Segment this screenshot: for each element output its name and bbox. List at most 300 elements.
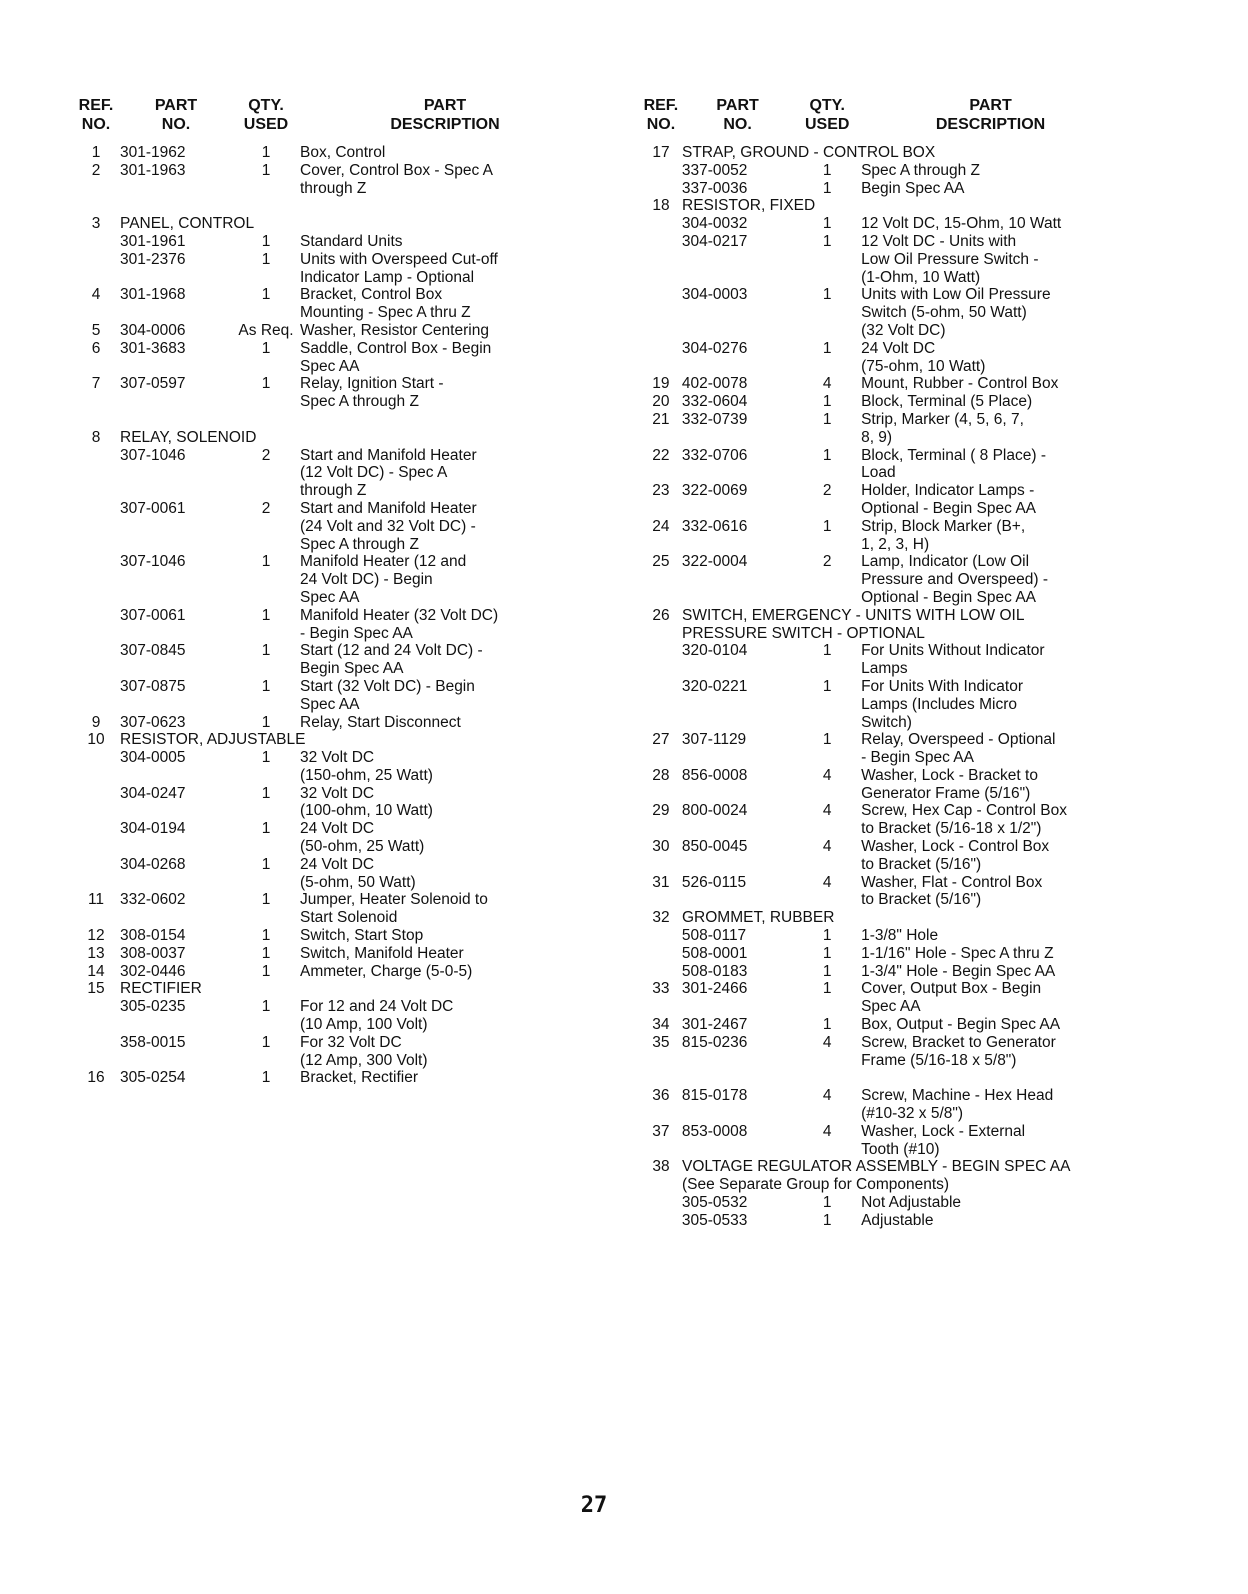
ref-no: 30 xyxy=(652,838,670,856)
ref-no: 10 xyxy=(87,731,105,749)
ref-no xyxy=(72,251,120,287)
table-row xyxy=(72,340,592,376)
parts-table-right xyxy=(640,96,1120,1230)
table-row xyxy=(72,642,592,678)
table-row xyxy=(640,553,1120,606)
table-row xyxy=(72,678,592,714)
table-row xyxy=(640,838,1120,874)
qty-used: 1 xyxy=(261,927,271,945)
table-row xyxy=(72,607,592,643)
qty-used: 4 xyxy=(822,1087,832,1105)
ref-no: 27 xyxy=(652,731,670,749)
qty-used: 1 xyxy=(261,606,271,624)
table-row xyxy=(640,375,1120,393)
ref-no: 37 xyxy=(652,1122,670,1140)
table-row xyxy=(640,874,1120,910)
header-ref-no: REF. NO. xyxy=(78,97,114,133)
ref-no xyxy=(640,215,682,233)
table-row xyxy=(640,411,1120,447)
qty-used: 1 xyxy=(822,980,832,998)
part-no: 337-0052 xyxy=(681,161,748,179)
part-description: Box, Control xyxy=(300,144,386,161)
part-description: Washer, Lock - Bracket to Generator Frame (5/16") xyxy=(861,766,1038,802)
part-no: 307-0061 xyxy=(120,499,186,517)
part-description: 24 Volt DC (5-ohm, 50 Watt) xyxy=(300,855,416,891)
part-no: 332-0604 xyxy=(681,393,748,411)
part-description: Screw, Hex Cap - Control Box to Bracket (5/16-18 x 1/2") xyxy=(861,802,1067,838)
part-no: 322-0004 xyxy=(681,553,748,571)
ref-no: 34 xyxy=(652,1016,670,1034)
qty-used: 1 xyxy=(822,393,832,411)
part-description: Start (32 Volt DC) - Begin Spec AA xyxy=(300,677,475,713)
part-description: Units with Low Oil Pressure Switch (5-ohm, 50 Watt) (32 Volt DC) xyxy=(861,286,1051,339)
ref-no: 29 xyxy=(652,802,670,820)
part-no: 308-0154 xyxy=(120,927,186,945)
table-row xyxy=(640,927,1120,945)
part-description: For 32 Volt DC (12 Amp, 300 Volt) xyxy=(300,1033,428,1069)
qty-used: 4 xyxy=(822,873,832,891)
qty-used: 1 xyxy=(822,962,832,980)
table-row xyxy=(72,144,592,162)
table-row xyxy=(640,802,1120,838)
ref-no xyxy=(640,180,682,198)
table-row xyxy=(72,322,592,340)
ref-no: 2 xyxy=(91,161,101,179)
qty-used: 2 xyxy=(261,499,271,517)
ref-no: 14 xyxy=(87,962,105,980)
part-description: Relay, Ignition Start - Spec A through Z xyxy=(300,375,444,411)
ref-no: 5 xyxy=(91,321,101,339)
part-description: Units with Overspeed Cut-off Indicator Lamp - Optional xyxy=(300,250,498,286)
table-row xyxy=(72,927,592,945)
ref-no xyxy=(640,340,682,376)
qty-used: 1 xyxy=(822,410,832,428)
table-row xyxy=(72,891,592,927)
ref-no: 25 xyxy=(652,553,670,571)
part-no: 320-0221 xyxy=(681,677,748,695)
table-row xyxy=(72,1069,592,1087)
part-description: Screw, Bracket to Generator Frame (5/16-18 x 5/8") xyxy=(861,1033,1056,1069)
part-description: 32 Volt DC (150-ohm, 25 Watt) xyxy=(300,749,433,784)
qty-used: 1 xyxy=(261,161,271,179)
part-no: 853-0008 xyxy=(681,1122,748,1140)
part-description: Start and Manifold Heater (24 Volt and 32 Volt DC) - Spec A through Z xyxy=(300,499,477,553)
header-qty-used: QTY. USED xyxy=(804,97,850,133)
part-description: 24 Volt DC (50-ohm, 25 Watt) xyxy=(300,820,425,856)
table-row xyxy=(72,963,592,981)
table-row xyxy=(640,482,1120,518)
qty-used: 1 xyxy=(822,944,832,962)
table-header xyxy=(640,96,1120,134)
part-description: Adjustable xyxy=(861,1211,934,1229)
table-row xyxy=(640,518,1120,554)
parts-table-left xyxy=(72,96,592,1087)
part-no: 301-1968 xyxy=(120,286,186,304)
ref-no xyxy=(640,233,682,286)
ref-no: 22 xyxy=(652,446,670,464)
section-title: SWITCH, EMERGENCY - UNITS WITH LOW OIL PRESSURE SWITCH - OPTIONAL xyxy=(682,606,1025,642)
qty-used: 4 xyxy=(822,375,832,393)
ref-no xyxy=(72,856,120,892)
part-description: Manifold Heater (12 and 24 Volt DC) - Begin Spec AA xyxy=(300,553,467,606)
part-no: 800-0024 xyxy=(681,802,748,820)
table-body xyxy=(640,144,1120,1230)
part-no: 307-0845 xyxy=(120,642,186,660)
qty-used: 1 xyxy=(261,1033,271,1051)
qty-used: 2 xyxy=(822,553,832,571)
ref-no: 7 xyxy=(91,375,101,393)
qty-used: 1 xyxy=(261,375,271,393)
ref-no xyxy=(72,233,120,251)
ref-no: 23 xyxy=(652,482,670,500)
row-spacer xyxy=(640,1069,1120,1087)
qty-used: 2 xyxy=(261,446,271,464)
table-row xyxy=(72,749,592,785)
part-no: 304-0032 xyxy=(681,215,748,233)
ref-no xyxy=(72,820,120,856)
part-no: 304-0276 xyxy=(681,339,748,357)
part-no: 526-0115 xyxy=(681,873,747,891)
part-description: Box, Output - Begin Spec AA xyxy=(861,1016,1061,1034)
section-row xyxy=(72,215,592,233)
part-no: 307-1046 xyxy=(120,553,186,571)
ref-no: 13 xyxy=(87,944,105,962)
qty-used: 1 xyxy=(822,161,832,179)
qty-used: 1 xyxy=(822,215,832,233)
ref-no xyxy=(72,785,120,821)
qty-used: 1 xyxy=(261,749,271,767)
part-description: Washer, Resistor Centering xyxy=(300,321,489,339)
qty-used: 1 xyxy=(261,962,271,980)
section-row xyxy=(72,429,592,447)
part-description: Holder, Indicator Lamps - Optional - Begin Spec AA xyxy=(861,482,1036,517)
ref-no xyxy=(640,963,682,981)
part-description: Start and Manifold Heater (12 Volt DC) - Spec A through Z xyxy=(300,446,477,500)
part-no: 332-0706 xyxy=(681,446,748,464)
table-row xyxy=(640,731,1120,767)
part-no: 301-2376 xyxy=(120,250,186,268)
ref-no: 20 xyxy=(652,393,670,411)
qty-used: 1 xyxy=(261,339,271,357)
part-description: Screw, Machine - Hex Head (#10-32 x 5/8") xyxy=(861,1087,1054,1123)
table-row xyxy=(72,856,592,892)
table-row xyxy=(640,945,1120,963)
table-row xyxy=(640,286,1120,339)
qty-used: As Req. xyxy=(238,321,294,339)
row-spacer xyxy=(72,411,592,429)
table-row xyxy=(72,820,592,856)
qty-used: 1 xyxy=(822,927,832,945)
part-no: 307-0875 xyxy=(120,677,186,695)
ref-no xyxy=(72,607,120,643)
part-description: 12 Volt DC, 15-Ohm, 10 Watt xyxy=(861,215,1062,233)
qty-used: 1 xyxy=(822,517,832,535)
qty-used: 1 xyxy=(822,677,832,695)
header-ref-no: REF. NO. xyxy=(643,97,679,133)
header-part-description: PART DESCRIPTION xyxy=(935,97,1046,133)
part-description: For 12 and 24 Volt DC (10 Amp, 100 Volt) xyxy=(300,998,454,1034)
ref-no xyxy=(640,1212,682,1230)
part-no: 301-2467 xyxy=(681,1016,748,1034)
qty-used: 4 xyxy=(822,1033,832,1051)
part-description: For Units With Indicator Lamps (Includes Micro Switch) xyxy=(861,677,1024,731)
ref-no: 38 xyxy=(652,1158,670,1176)
part-description: Manifold Heater (32 Volt DC) - Begin Spec AA xyxy=(300,606,499,642)
qty-used: 1 xyxy=(822,642,832,660)
ref-no xyxy=(640,642,682,678)
table-row xyxy=(640,767,1120,803)
qty-used: 1 xyxy=(822,1016,832,1034)
table-row xyxy=(640,1087,1120,1123)
qty-used: 4 xyxy=(822,1122,832,1140)
ref-no: 33 xyxy=(652,980,670,998)
header-part-no: PART NO. xyxy=(154,97,198,133)
ref-no xyxy=(72,553,120,606)
table-row xyxy=(640,340,1120,376)
table-row xyxy=(72,998,592,1034)
qty-used: 1 xyxy=(261,891,271,909)
part-no: 332-0616 xyxy=(681,517,748,535)
section-row xyxy=(640,607,1120,643)
table-row xyxy=(72,553,592,606)
part-description: Bracket, Rectifier xyxy=(300,1069,419,1087)
part-no: 307-1046 xyxy=(120,446,186,464)
table-row xyxy=(640,1194,1120,1212)
part-description: Switch, Manifold Heater xyxy=(300,944,464,962)
part-description: Switch, Start Stop xyxy=(300,927,424,945)
part-no: 402-0078 xyxy=(681,375,748,393)
part-no: 301-2466 xyxy=(681,980,748,998)
part-no: 307-0061 xyxy=(120,606,186,624)
table-row xyxy=(640,963,1120,981)
ref-no: 12 xyxy=(87,927,105,945)
ref-no xyxy=(640,1194,682,1212)
qty-used: 2 xyxy=(822,482,832,500)
part-no: 358-0015 xyxy=(120,1033,186,1051)
part-description: Start (12 and 24 Volt DC) - Begin Spec AA xyxy=(300,642,483,678)
part-description: Cover, Control Box - Spec A through Z xyxy=(300,161,493,197)
qty-used: 1 xyxy=(261,677,271,695)
section-title: RELAY, SOLENOID xyxy=(120,428,257,446)
part-no: 305-0254 xyxy=(120,1069,186,1087)
section-row xyxy=(640,144,1120,162)
part-no: 508-0117 xyxy=(681,927,747,945)
section-title: VOLTAGE REGULATOR ASSEMBLY - BEGIN SPEC AA (See Separate Group for Components) xyxy=(682,1158,1071,1194)
table-row xyxy=(72,286,592,322)
table-row xyxy=(640,233,1120,286)
ref-no xyxy=(640,678,682,731)
section-row xyxy=(640,909,1120,927)
table-row xyxy=(72,1034,592,1070)
part-no: 307-1129 xyxy=(681,731,747,749)
part-description: Not Adjustable xyxy=(861,1194,962,1212)
part-no: 508-0183 xyxy=(681,962,748,980)
part-no: 815-0236 xyxy=(681,1033,748,1051)
qty-used: 4 xyxy=(822,838,832,856)
part-no: 304-0268 xyxy=(120,855,186,873)
table-body xyxy=(72,144,592,1087)
qty-used: 1 xyxy=(261,286,271,304)
ref-no: 11 xyxy=(87,891,105,909)
section-row xyxy=(640,197,1120,215)
ref-no xyxy=(72,678,120,714)
ref-no xyxy=(640,927,682,945)
qty-used: 1 xyxy=(261,713,271,731)
table-row xyxy=(72,945,592,963)
part-no: 850-0045 xyxy=(681,838,748,856)
ref-no xyxy=(640,945,682,963)
qty-used: 1 xyxy=(822,339,832,357)
ref-no: 6 xyxy=(91,339,101,357)
part-description: Bracket, Control Box Mounting - Spec A thru Z xyxy=(300,286,471,322)
table-row xyxy=(72,447,592,500)
part-description: 24 Volt DC (75-ohm, 10 Watt) xyxy=(861,339,986,375)
qty-used: 1 xyxy=(261,998,271,1016)
page-number: 27 xyxy=(580,1493,608,1518)
part-description: Strip, Marker (4, 5, 6, 7, 8, 9) xyxy=(861,410,1024,446)
part-description: 12 Volt DC - Units with Low Oil Pressure Switch - (1-Ohm, 10 Watt) xyxy=(861,232,1039,286)
part-description: Block, Terminal ( 8 Place) - Load xyxy=(861,446,1046,482)
table-row xyxy=(72,233,592,251)
header-qty-used: QTY. USED xyxy=(243,97,289,133)
part-no: 320-0104 xyxy=(681,642,748,660)
section-title: PANEL, CONTROL xyxy=(120,215,255,233)
row-spacer xyxy=(72,197,592,215)
part-no: 856-0008 xyxy=(681,766,748,784)
part-no: 305-0532 xyxy=(681,1194,748,1212)
ref-no xyxy=(72,998,120,1034)
part-description: Washer, Lock - External Tooth (#10) xyxy=(861,1122,1026,1158)
ref-no: 16 xyxy=(87,1069,105,1087)
qty-used: 1 xyxy=(261,144,271,161)
ref-no xyxy=(640,286,682,339)
qty-used: 1 xyxy=(822,179,832,197)
part-description: Ammeter, Charge (5-0-5) xyxy=(300,962,473,980)
table-row xyxy=(640,180,1120,198)
ref-no: 15 xyxy=(87,980,105,998)
qty-used: 1 xyxy=(822,286,832,304)
part-description: Relay, Start Disconnect xyxy=(300,713,461,731)
part-no: 337-0036 xyxy=(681,179,748,197)
ref-no xyxy=(72,749,120,785)
qty-used: 1 xyxy=(261,232,271,250)
part-description: Washer, Flat - Control Box to Bracket (5/16") xyxy=(861,873,1043,909)
qty-used: 1 xyxy=(261,1069,271,1087)
part-description: 32 Volt DC (100-ohm, 10 Watt) xyxy=(300,784,433,820)
qty-used: 1 xyxy=(261,820,271,838)
table-row xyxy=(640,678,1120,731)
ref-no: 28 xyxy=(652,766,670,784)
section-title: RESISTOR, ADJUSTABLE xyxy=(120,731,306,749)
qty-used: 1 xyxy=(822,731,832,749)
qty-used: 1 xyxy=(822,446,832,464)
table-row xyxy=(640,1034,1120,1070)
table-row xyxy=(640,393,1120,411)
header-part-description: PART DESCRIPTION xyxy=(390,97,500,133)
section-title: RECTIFIER xyxy=(120,980,202,998)
part-no: 322-0069 xyxy=(681,482,748,500)
ref-no: 17 xyxy=(652,144,670,161)
ref-no xyxy=(72,500,120,553)
table-row xyxy=(72,785,592,821)
ref-no: 9 xyxy=(91,713,101,731)
part-no: 307-0597 xyxy=(120,375,186,393)
section-row xyxy=(72,980,592,998)
table-row xyxy=(640,447,1120,483)
part-description: Begin Spec AA xyxy=(861,179,965,197)
part-description: Jumper, Heater Solenoid to Start Solenoid xyxy=(300,891,488,927)
ref-no: 36 xyxy=(652,1087,670,1105)
part-no: 304-0247 xyxy=(120,784,186,802)
qty-used: 1 xyxy=(822,1194,832,1212)
ref-no: 19 xyxy=(652,375,670,393)
ref-no: 21 xyxy=(652,410,670,428)
section-title: RESISTOR, FIXED xyxy=(682,197,816,215)
table-row xyxy=(72,375,592,411)
table-row xyxy=(640,1212,1120,1230)
table-header xyxy=(72,96,592,134)
part-no: 304-0217 xyxy=(681,232,748,250)
part-description: For Units Without Indicator Lamps xyxy=(861,642,1045,678)
ref-no: 24 xyxy=(652,517,670,535)
ref-no: 31 xyxy=(652,873,670,891)
part-description: Strip, Block Marker (B+, 1, 2, 3, H) xyxy=(861,517,1026,553)
qty-used: 1 xyxy=(822,232,832,250)
ref-no xyxy=(72,642,120,678)
table-row xyxy=(640,1016,1120,1034)
qty-used: 1 xyxy=(822,1211,832,1229)
part-no: 304-0006 xyxy=(120,321,186,339)
table-row xyxy=(640,215,1120,233)
part-description: 1-3/4" Hole - Begin Spec AA xyxy=(861,962,1056,980)
part-description: Mount, Rubber - Control Box xyxy=(861,375,1059,393)
part-description: Cover, Output Box - Begin Spec AA xyxy=(861,980,1042,1016)
table-row xyxy=(640,642,1120,678)
section-row xyxy=(72,731,592,749)
table-row xyxy=(640,162,1120,180)
part-description: Relay, Overspeed - Optional - Begin Spec AA xyxy=(861,731,1056,767)
part-no: 302-0446 xyxy=(120,962,186,980)
part-no: 305-0533 xyxy=(681,1211,748,1229)
qty-used: 1 xyxy=(261,642,271,660)
section-title: STRAP, GROUND - CONTROL BOX xyxy=(682,144,936,161)
ref-no xyxy=(72,447,120,500)
part-no: 304-0005 xyxy=(120,749,186,767)
ref-no: 26 xyxy=(652,606,670,624)
part-description: Washer, Lock - Control Box to Bracket (5/16") xyxy=(861,838,1050,873)
section-row xyxy=(640,1158,1120,1194)
qty-used: 1 xyxy=(261,784,271,802)
ref-no xyxy=(640,162,682,180)
ref-no: 8 xyxy=(91,428,101,446)
part-no: 304-0003 xyxy=(681,286,748,304)
table-row xyxy=(72,714,592,732)
ref-no: 4 xyxy=(91,286,101,304)
part-description: Spec A through Z xyxy=(861,161,980,179)
qty-used: 1 xyxy=(261,944,271,962)
table-row xyxy=(640,1123,1120,1159)
ref-no xyxy=(72,1034,120,1070)
ref-no: 35 xyxy=(652,1033,670,1051)
ref-no: 3 xyxy=(91,215,101,233)
section-title: GROMMET, RUBBER xyxy=(682,909,835,927)
ref-no: 18 xyxy=(652,197,670,215)
part-no: 508-0001 xyxy=(681,944,748,962)
part-no: 332-0739 xyxy=(681,410,748,428)
part-no: 305-0235 xyxy=(120,998,186,1016)
qty-used: 1 xyxy=(261,553,271,571)
part-no: 301-3683 xyxy=(120,339,186,357)
